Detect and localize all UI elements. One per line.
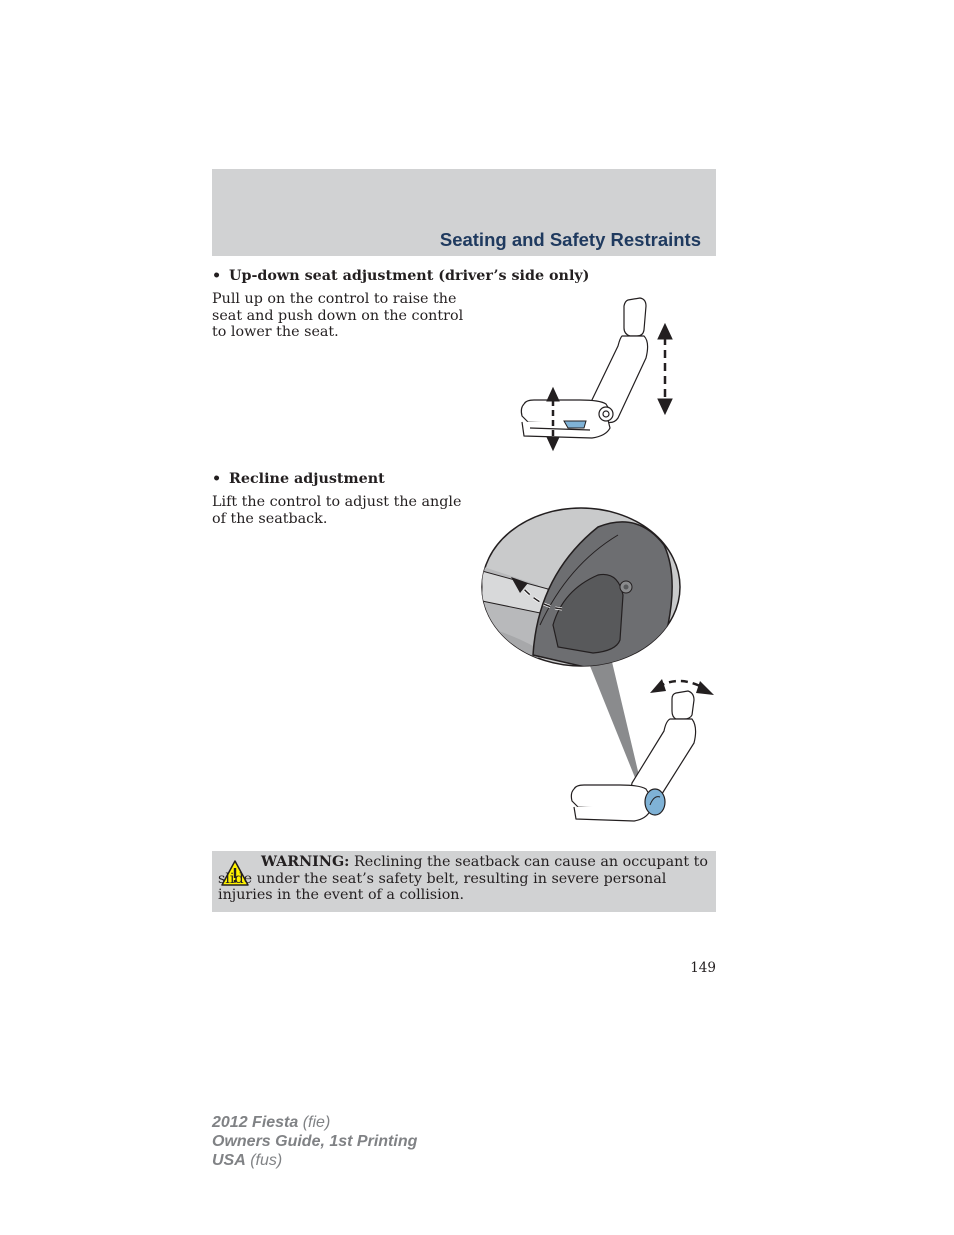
- footer-market-code: (fus): [245, 1152, 283, 1169]
- section-header-band: [212, 169, 716, 256]
- heading-text: Up-down seat adjustment (driver’s side only): [229, 268, 590, 284]
- footer-printing: Owners Guide, 1st Printing: [212, 1133, 418, 1150]
- heading-recline: [212, 471, 385, 487]
- heading-up-down-seat: [212, 268, 589, 284]
- recline-illustration: [478, 505, 718, 825]
- warning-box: [212, 851, 716, 912]
- warning-label: WARNING:: [261, 854, 350, 870]
- footer-line-1: [212, 1113, 417, 1132]
- paragraph-recline: Lift the control to adjust the angle of the seatback.: [212, 494, 462, 527]
- warning-body: Reclining the seatback can cause an occupant to slide under the seat’s safety belt, resulting in severe personal injuries in the event of a collision.: [218, 854, 708, 903]
- heading-text: Recline adjustment: [229, 471, 385, 487]
- paragraph-up-down-seat: Pull up on the control to raise the seat and push down on the control to lower the seat.: [212, 291, 464, 340]
- up-down-seat-illustration: [510, 290, 680, 455]
- footer-line-3: [212, 1151, 417, 1170]
- footer-model: 2012 Fiesta: [212, 1114, 299, 1131]
- footer-line-2: [212, 1132, 417, 1151]
- page-number: 149: [690, 960, 716, 976]
- bullet: •: [212, 471, 222, 487]
- footer-market: USA: [212, 1152, 246, 1169]
- footer-model-code: (fie): [298, 1114, 331, 1131]
- bullet: •: [212, 268, 222, 284]
- section-title: Seating and Safety Restraints: [439, 229, 701, 250]
- warning-text: [218, 854, 708, 904]
- footer: [212, 1113, 417, 1170]
